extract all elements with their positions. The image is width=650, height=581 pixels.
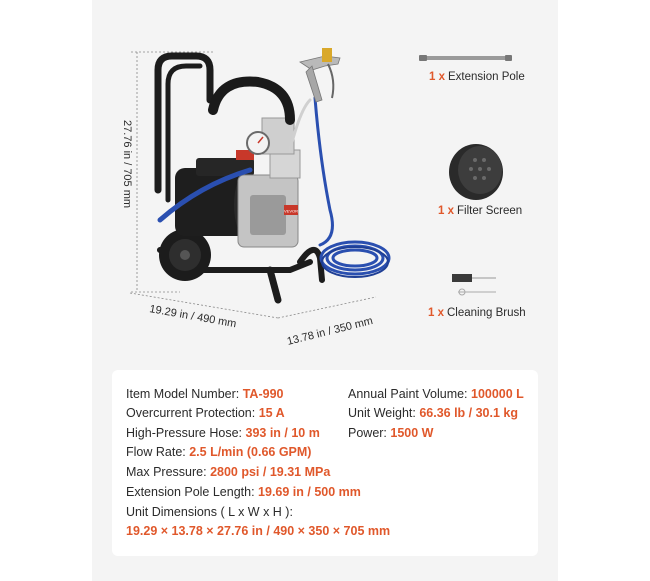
spec-unit-dimensions-label [126,505,293,519]
spec-value: 2.5 L/min (0.66 GPM) [189,445,312,459]
spray-gun [300,48,340,102]
spec-label: Max Pressure: [126,465,211,479]
spec-power [348,426,433,440]
spec-label: Annual Paint Volume: [348,387,471,401]
accessory-label-cleaning-brush [428,307,526,319]
spec-high-pressure-hose [126,426,320,440]
spec-value: 1500 W [390,426,434,440]
spec-extension-pole-length [126,485,361,499]
spec-label: Power: [348,426,391,440]
pressure-gauge [247,132,269,154]
spec-label: Unit Dimensions ( L x W x H ): [126,505,293,519]
accessory-label-extension-pole [429,71,525,83]
spec-value: 19.69 in / 500 mm [258,485,361,499]
spec-model-number [126,387,283,401]
spec-value: 19.29 × 13.78 × 27.76 in / 490 × 350 × 705 mm [126,524,391,538]
spec-value: 393 in / 10 m [245,426,320,440]
extension-pole [419,55,512,61]
spec-value: 66.36 lb / 30.1 kg [419,406,518,420]
spec-unit-dimensions-value [126,524,390,538]
spec-annual-paint-volume [348,387,524,401]
accessory-qty: 1 x [438,205,454,217]
spec-flow-rate [126,445,311,459]
pump-head [238,118,300,247]
spec-label: Unit Weight: [348,406,420,420]
spec-value: 2800 psi / 19.31 MPa [210,465,331,479]
depth-dimension: 13.78 in / 350 mm [285,314,375,348]
spec-label: Overcurrent Protection: [126,406,259,420]
spec-label: High-Pressure Hose: [126,426,246,440]
spec-label: Extension Pole Length: [126,485,259,499]
wheel [159,229,211,281]
spec-max-pressure [126,465,330,479]
accessory-name: Cleaning Brush [447,307,526,319]
spec-value: 15 A [258,406,285,420]
spec-unit-weight [348,406,518,420]
product-badge-label: VEVOR [283,208,299,214]
accessory-label-filter-screen [438,205,522,217]
width-dimension: 19.29 in / 490 mm [148,303,238,331]
filter-screen [449,144,503,200]
spec-label: Item Model Number: [126,387,243,401]
accessory-qty: 1 x [429,71,445,83]
accessory-name: Extension Pole [448,71,525,83]
cleaning-brush [452,274,496,295]
accessory-name: Filter Screen [457,205,523,217]
spec-overcurrent-protection [126,406,285,420]
spec-value: 100000 L [471,387,524,401]
spec-value: TA-990 [242,387,284,401]
spec-label: Flow Rate: [126,445,190,459]
height-dimension: 27.76 in / 705 mm [121,120,133,209]
accessory-qty: 1 x [428,307,444,319]
